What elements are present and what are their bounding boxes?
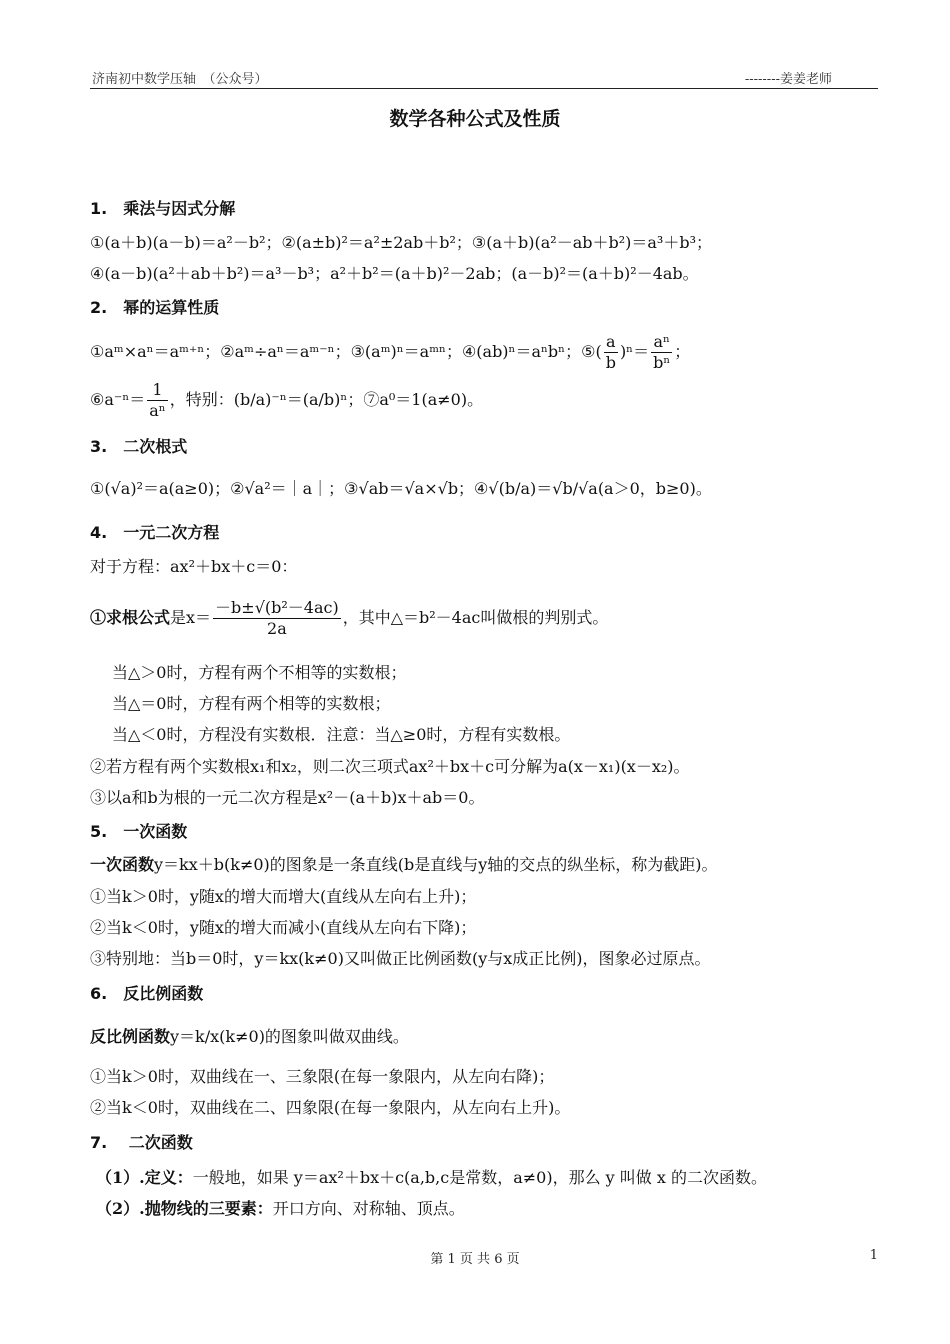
frac-den: b: [605, 353, 616, 372]
s4-line1: 对于方程：ax²＋bx＋c＝0：: [90, 557, 298, 576]
s3-line1: ①(√a)²＝a(a≥0)；②√a²＝｜a｜；③√ab＝√a×√b；④√(b/a)＝√b/√a(a＞0，b≥0)。: [90, 479, 712, 498]
frac-num: －b±√(b²－4ac): [215, 598, 339, 617]
s6-line3: ②当k＜0时，双曲线在二、四象限(在每一象限内，从左向右上升)。: [90, 1098, 571, 1117]
s2-line2-post: ，特别：(b/a)⁻ⁿ＝(a/b)ⁿ；⑦a⁰＝1(a≠0)。: [169, 390, 484, 409]
s1-line1: ①(a＋b)(a－b)＝a²－b²；②(a±b)²＝a²±2ab＋b²；③(a＋b)(a²－ab＋b²)＝a³＋b³；: [90, 233, 712, 252]
s4-line3: 当△＞0时，方程有两个不相等的实数根；: [112, 663, 407, 682]
s1-line2: ④(a－b)(a²＋ab＋b²)＝a³－b³；a²＋b²＝(a＋b)²－2ab；(a－b)²＝(a＋b)²－4ab。: [90, 264, 699, 283]
s2-line1-mid: )ⁿ＝: [619, 342, 650, 361]
s7-line1: [96, 1167, 767, 1189]
s4-line2-post: ，其中△＝b²－4ac叫做根的判别式。: [342, 608, 609, 627]
s7-line1-text: 一般地，如果 y＝ax²＋bx＋c(a,b,c是常数，a≠0)，那么 y 叫做 x 的二次函数。: [192, 1168, 767, 1187]
s7-heading: 7. 二次函数: [90, 1133, 193, 1152]
s1-heading: 1. 乘法与因式分解: [90, 199, 236, 218]
s4-line5: 当△＜0时，方程没有实数根．注意：当△≥0时，方程有实数根。: [112, 725, 571, 744]
s4-line7: ③以a和b为根的一元二次方程是x²－(a＋b)x＋ab＝0。: [90, 788, 485, 807]
s2-line1: [90, 332, 690, 373]
fraction-an-over-bn: [651, 332, 672, 373]
s7-line2: [96, 1198, 465, 1220]
frac-num: a: [604, 332, 618, 353]
s2-heading: 2. 幂的运算性质: [90, 298, 220, 317]
page-title: 数学各种公式及性质: [389, 108, 561, 130]
s2-line2: [90, 380, 483, 421]
header-rule: [90, 88, 878, 89]
s4-line2: [90, 598, 608, 639]
frac-num: aⁿ: [651, 332, 672, 353]
s2-line2-pre: ⑥a⁻ⁿ＝: [90, 390, 146, 409]
page-number: 1: [869, 1248, 878, 1263]
s5-term: 一次函数: [90, 855, 155, 874]
s4-heading: 4. 一元二次方程: [90, 523, 220, 542]
s2-line1-pre: ①aᵐ×aⁿ＝aᵐ⁺ⁿ；②aᵐ÷aⁿ＝aᵐ⁻ⁿ；③(aᵐ)ⁿ＝aᵐⁿ；④(ab)ⁿ＝aⁿbⁿ；⑤(: [90, 342, 602, 361]
s3-heading: 3. 二次根式: [90, 437, 188, 456]
s2-line1-end: ；: [674, 342, 691, 361]
page-footer: 第 1 页 共 6 页: [430, 1252, 520, 1267]
s6-line2: ①当k＞0时，双曲线在一、三象限(在每一象限内，从左向右降)；: [90, 1067, 555, 1086]
quadratic-formula-fraction: [213, 598, 341, 639]
s4-root-formula-label: ①求根公式: [90, 608, 171, 627]
frac-den: bⁿ: [653, 353, 671, 372]
s4-line4: 当△＝0时，方程有两个相等的实数根；: [112, 694, 391, 713]
s5-line2: ①当k＞0时，y随x的增大而增大(直线从左向右上升)；: [90, 887, 477, 906]
fraction-1-over-an: [147, 380, 167, 421]
s4-line6: ②若方程有两个实数根x₁和x₂，则二次三项式ax²＋bx＋c可分解为a(x－x₁)(x－x₂)。: [90, 757, 690, 776]
frac-den: aⁿ: [149, 401, 166, 420]
s5-line1: [90, 854, 718, 876]
s6-heading: 6. 反比例函数: [90, 984, 204, 1003]
s7-three-elements-label: （2）.抛物线的三要素：: [96, 1199, 273, 1218]
s7-line2-text: 开口方向、对称轴、顶点。: [272, 1199, 465, 1218]
fraction-a-over-b: [604, 332, 618, 373]
s6-term: 反比例函数: [90, 1027, 171, 1046]
s6-line1-text: y＝k/x(k≠0)的图象叫做双曲线。: [170, 1027, 409, 1046]
s6-line1: [90, 1026, 409, 1048]
s5-heading: 5. 一次函数: [90, 822, 188, 841]
frac-num: 1: [147, 380, 167, 401]
header-left: 济南初中数学压轴 （公众号）: [92, 72, 268, 87]
s5-line1-text: y＝kx＋b(k≠0)的图象是一条直线(b是直线与y轴的交点的纵坐标，称为截距)。: [154, 855, 718, 874]
s7-definition-label: （1）.定义：: [96, 1168, 193, 1187]
header-right: --------姜姜老师: [744, 72, 832, 87]
frac-den: 2a: [267, 619, 287, 638]
s4-line2-pre: 是x＝: [170, 608, 212, 627]
s5-line3: ②当k＜0时，y随x的增大而减小(直线从左向右下降)；: [90, 918, 477, 937]
s5-line4: ③特别地：当b＝0时，y＝kx(k≠0)又叫做正比例函数(y与x成正比例)，图象必过原点。: [90, 949, 711, 968]
